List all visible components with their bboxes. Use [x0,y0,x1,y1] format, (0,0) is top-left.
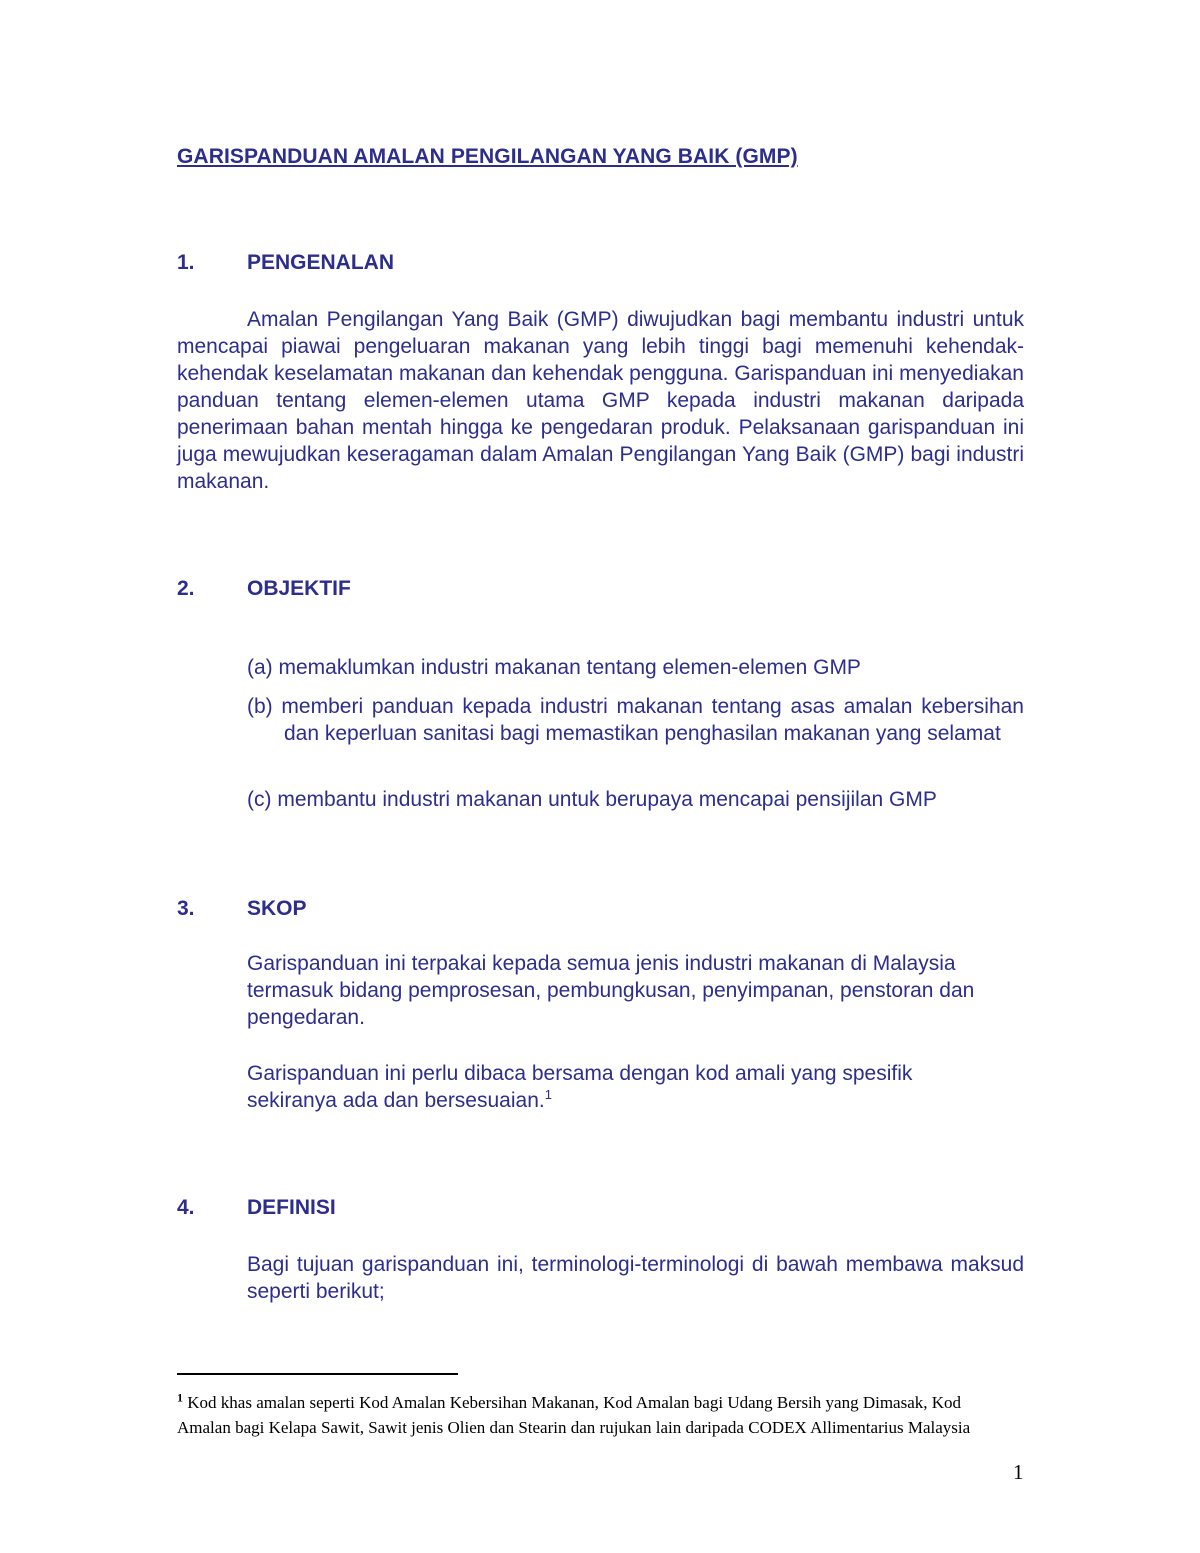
section-title: PENGENALAN [247,251,395,274]
section-number: 4. [177,1196,195,1219]
footnote-text: Kod khas amalan seperti Kod Amalan Kebersihan Makanan, Kod Amalan bagi Udang Bersih yang Dimasak, Kod Amalan bagi Kelapa Sawit, Sawit jenis Olien dan Stearin dan rujukan lain daripada CODEX Allimentarius Malaysia [177,1393,971,1437]
footnote-reference: 1 [544,1087,552,1102]
section-heading-pengenalan [177,251,394,275]
objective-item-c: (c) membantu industri makanan untuk berupaya mencapai pensijilan GMP [247,788,937,811]
footnote-mark: 1 [177,1390,183,1405]
skop-paragraph-2-text: Garispanduan ini perlu dibaca bersama dengan kod amali yang spesifik sekiranya ada dan bersesuaian. [247,1062,913,1112]
section-number: 1. [177,251,195,274]
footnote-separator [177,1373,458,1375]
objective-item-b: (b) memberi panduan kepada industri makanan tentang asas amalan kebersihan dan keperluan sanitasi bagi memastikan penghasilan makanan yang selamat [247,695,1024,745]
page-number: 1 [1013,1460,1024,1484]
document-title: GARISPANDUAN AMALAN PENGILANGAN YANG BAIK (GMP) [177,145,798,168]
footnote [177,1390,997,1440]
section-title: OBJEKTIF [247,577,351,600]
section-heading-definisi [177,1196,336,1220]
section-heading-skop [177,897,307,921]
section-number: 3. [177,897,195,920]
pengenalan-paragraph: Amalan Pengilangan Yang Baik (GMP) diwujudkan bagi membantu industri untuk mencapai piawai pengeluaran makanan yang lebih tinggi bagi memenuhi kehendak-kehendak keselamatan makanan dan kehendak pengguna. Garispanduan ini menyediakan panduan tentang elemen-elemen utama GMP kepada industri makanan daripada penerimaan bahan mentah hingga ke pengedaran produk. Pelaksanaan garispanduan ini juga mewujudkan keseragaman dalam Amalan Pengilangan Yang Baik (GMP) bagi industri makanan. [177,308,1024,493]
skop-paragraph-1: Garispanduan ini terpakai kepada semua jenis industri makanan di Malaysia termasuk bidang pemprosesan, pembungkusan, penyimpanan, penstoran dan pengedaran. [247,952,975,1029]
section-title: DEFINISI [247,1196,336,1219]
skop-paragraph-2 [247,1060,1007,1114]
section-heading-objektif [177,577,351,601]
definisi-paragraph: Bagi tujuan garispanduan ini, terminologi-terminologi di bawah membawa maksud seperti berikut; [247,1253,1024,1303]
section-number: 2. [177,577,195,600]
section-title: SKOP [247,897,307,920]
objective-item-a: (a) memaklumkan industri makanan tentang elemen-elemen GMP [247,656,861,679]
